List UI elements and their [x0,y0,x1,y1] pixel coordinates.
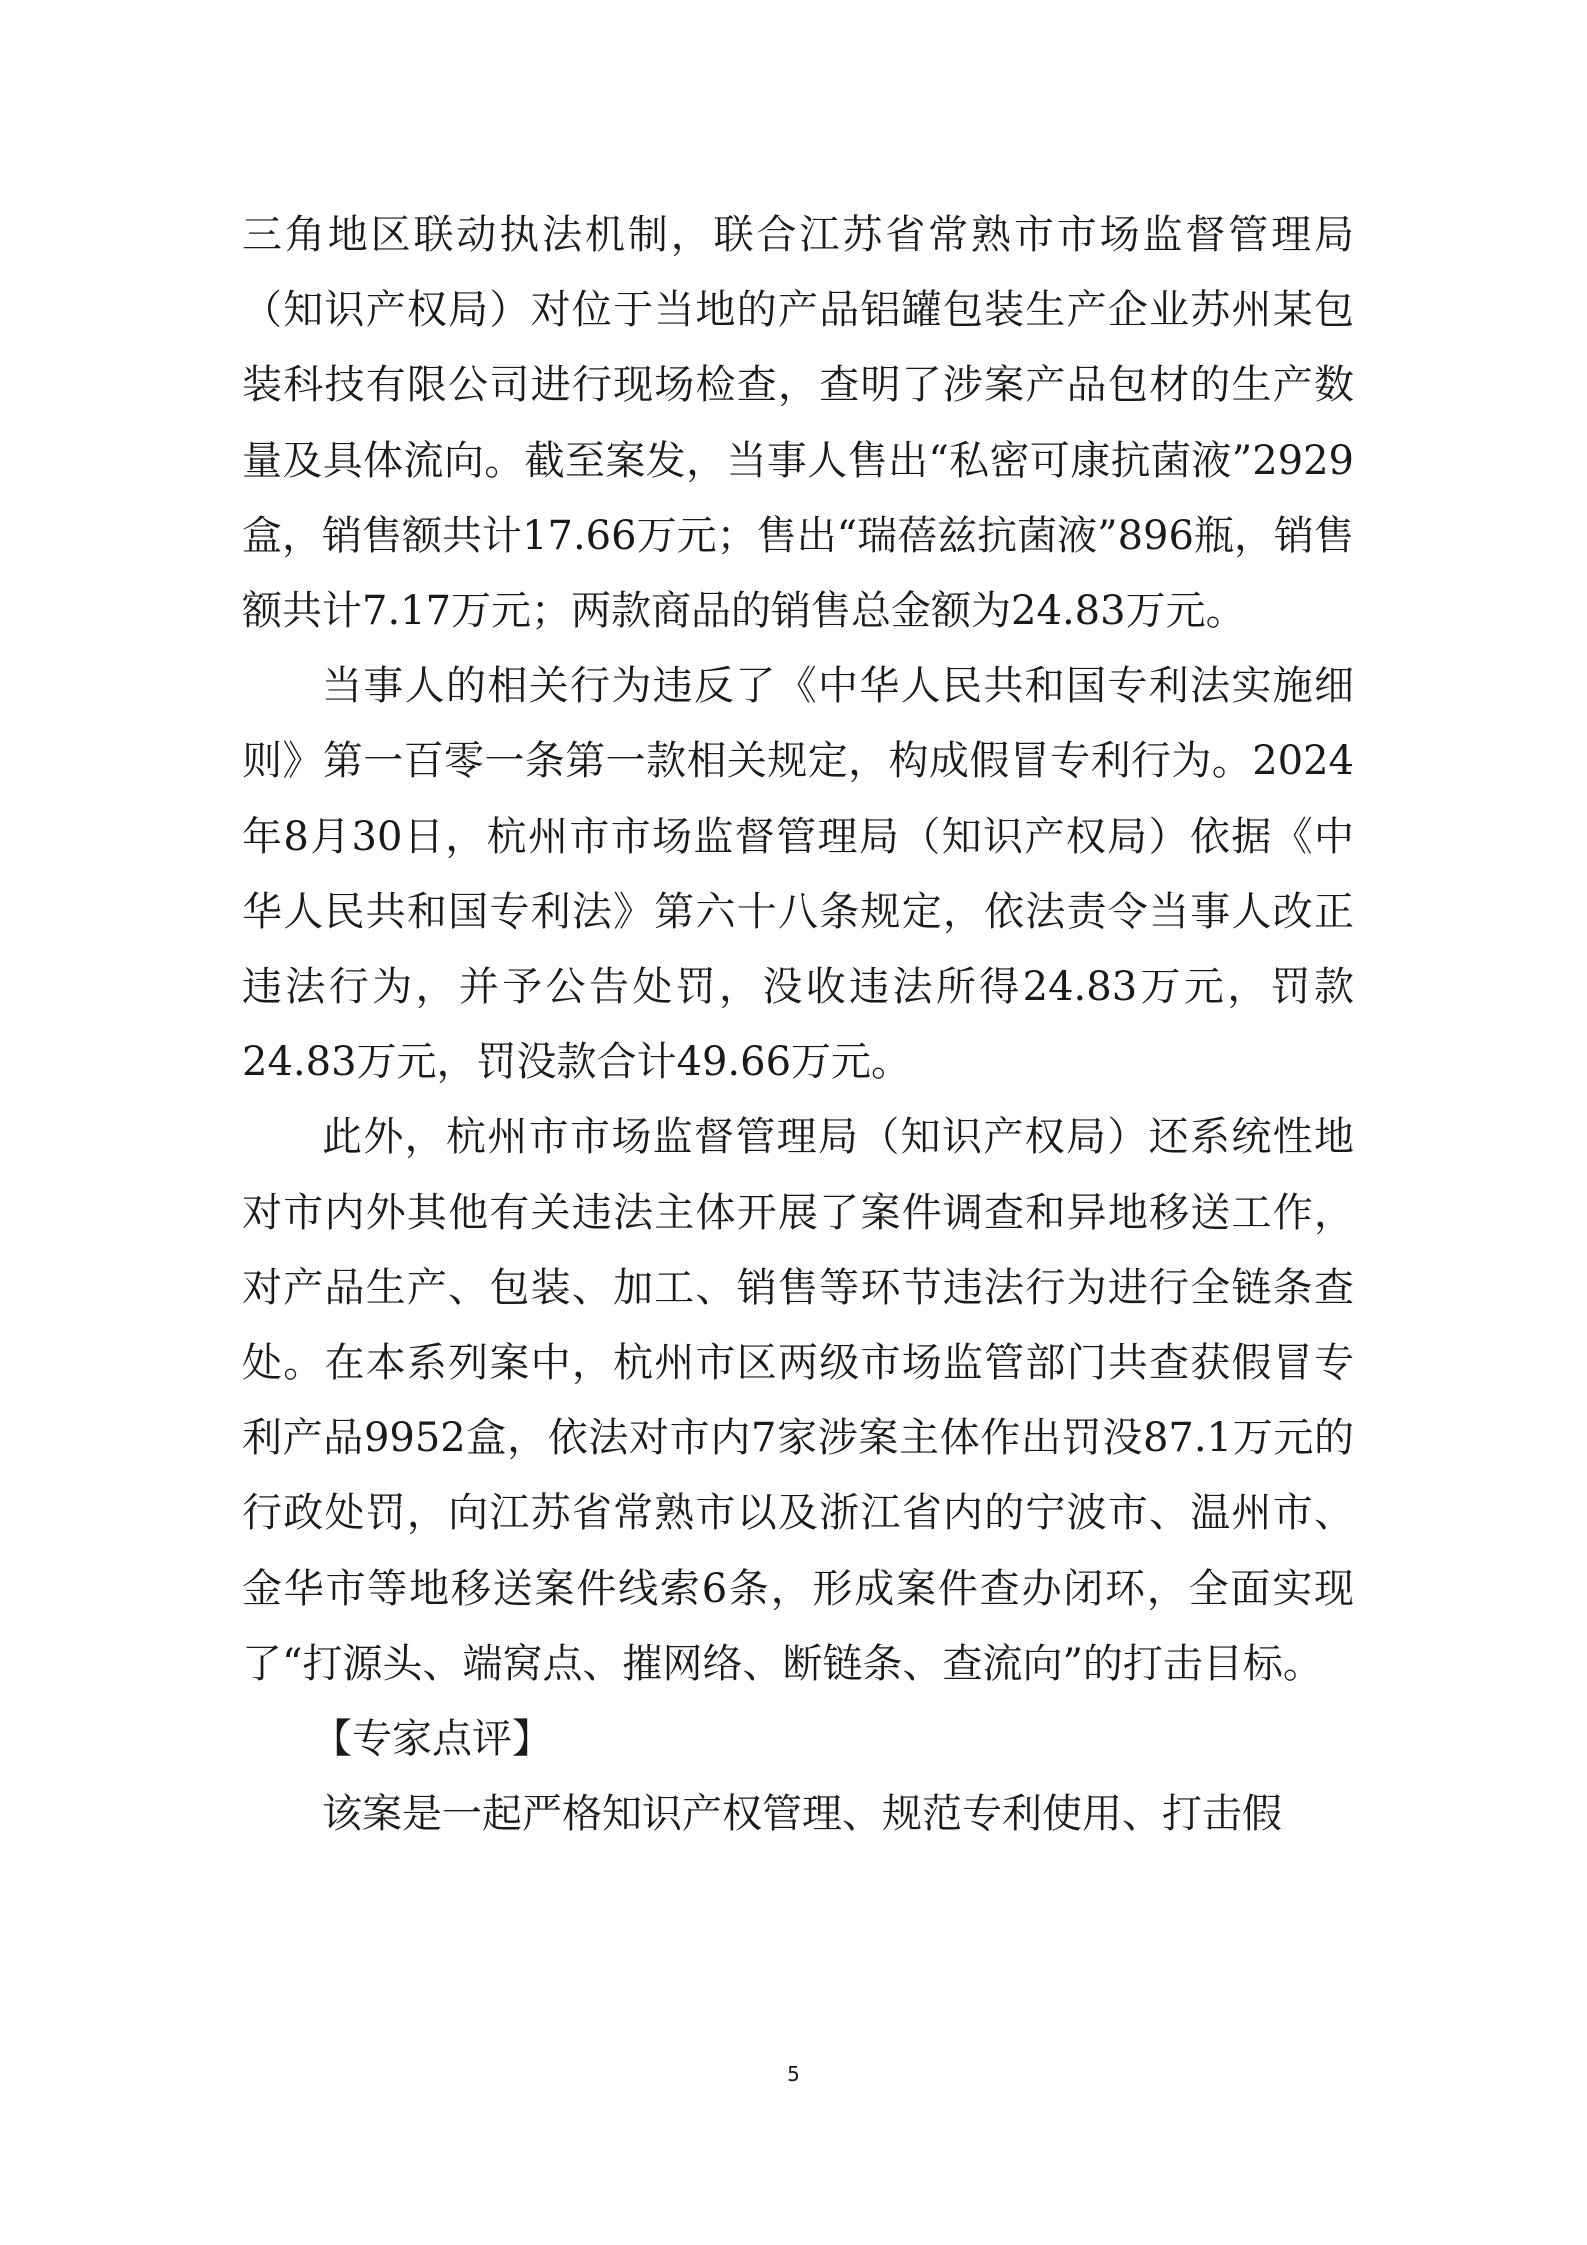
paragraph-expert-review: 该案是一起严格知识产权管理、规范专利使用、打击假 [322,1791,1282,1838]
body-text [242,198,1354,1852]
paragraph-series-investigation: 此外，杭州市市场监督管理局（知识产权局）还系统性地对市内外其他有关违法主体开展了案件调查和异地移送工作，对产品生产、包装、加工、销售等环节违法行为进行全链条查处。在本系列案中，杭州市区两级市场监管部门共查获假冒专利产品9952盒，依法对市内7家涉案主体作出罚没87.1万元的行政处罚，向江苏省常熟市以及浙江省内的宁波市、温州市、金华市等地移送案件线索6条，形成案件查办闭环，全面实现了“打源头、端窝点、摧网络、断链条、查流向”的打击目标。 [242,1114,1354,1687]
section-heading-expert-review: 【专家点评】 [312,1716,552,1763]
paragraph-continued: 三角地区联动执法机制，联合江苏省常熟市市场监督管理局（知识产权局）对位于当地的产品铝罐包装生产企业苏州某包装科技有限公司进行现场检查，查明了涉案产品包材的生产数量及具体流向。截至案发，当事人售出“私密可康抗菌液”2929盒，销售额共计17.66万元；售出“瑞蓓兹抗菌液”896瓶，销售额共计7.17万元；两款商品的销售总金额为24.83万元。 [242,212,1354,635]
page-number: 5 [787,2062,800,2086]
paragraph-violation-penalty: 当事人的相关行为违反了《中华人民共和国专利法实施细则》第一百零一条第一款相关规定，构成假冒专利行为。2024年8月30日，杭州市市场监督管理局（知识产权局）依据《中华人民共和国专利法》第六十八条规定，依法责令当事人改正违法行为，并予公告处罚，没收违法所得24.83万元，罚款24.83万元，罚没款合计49.66万元。 [242,663,1354,1086]
